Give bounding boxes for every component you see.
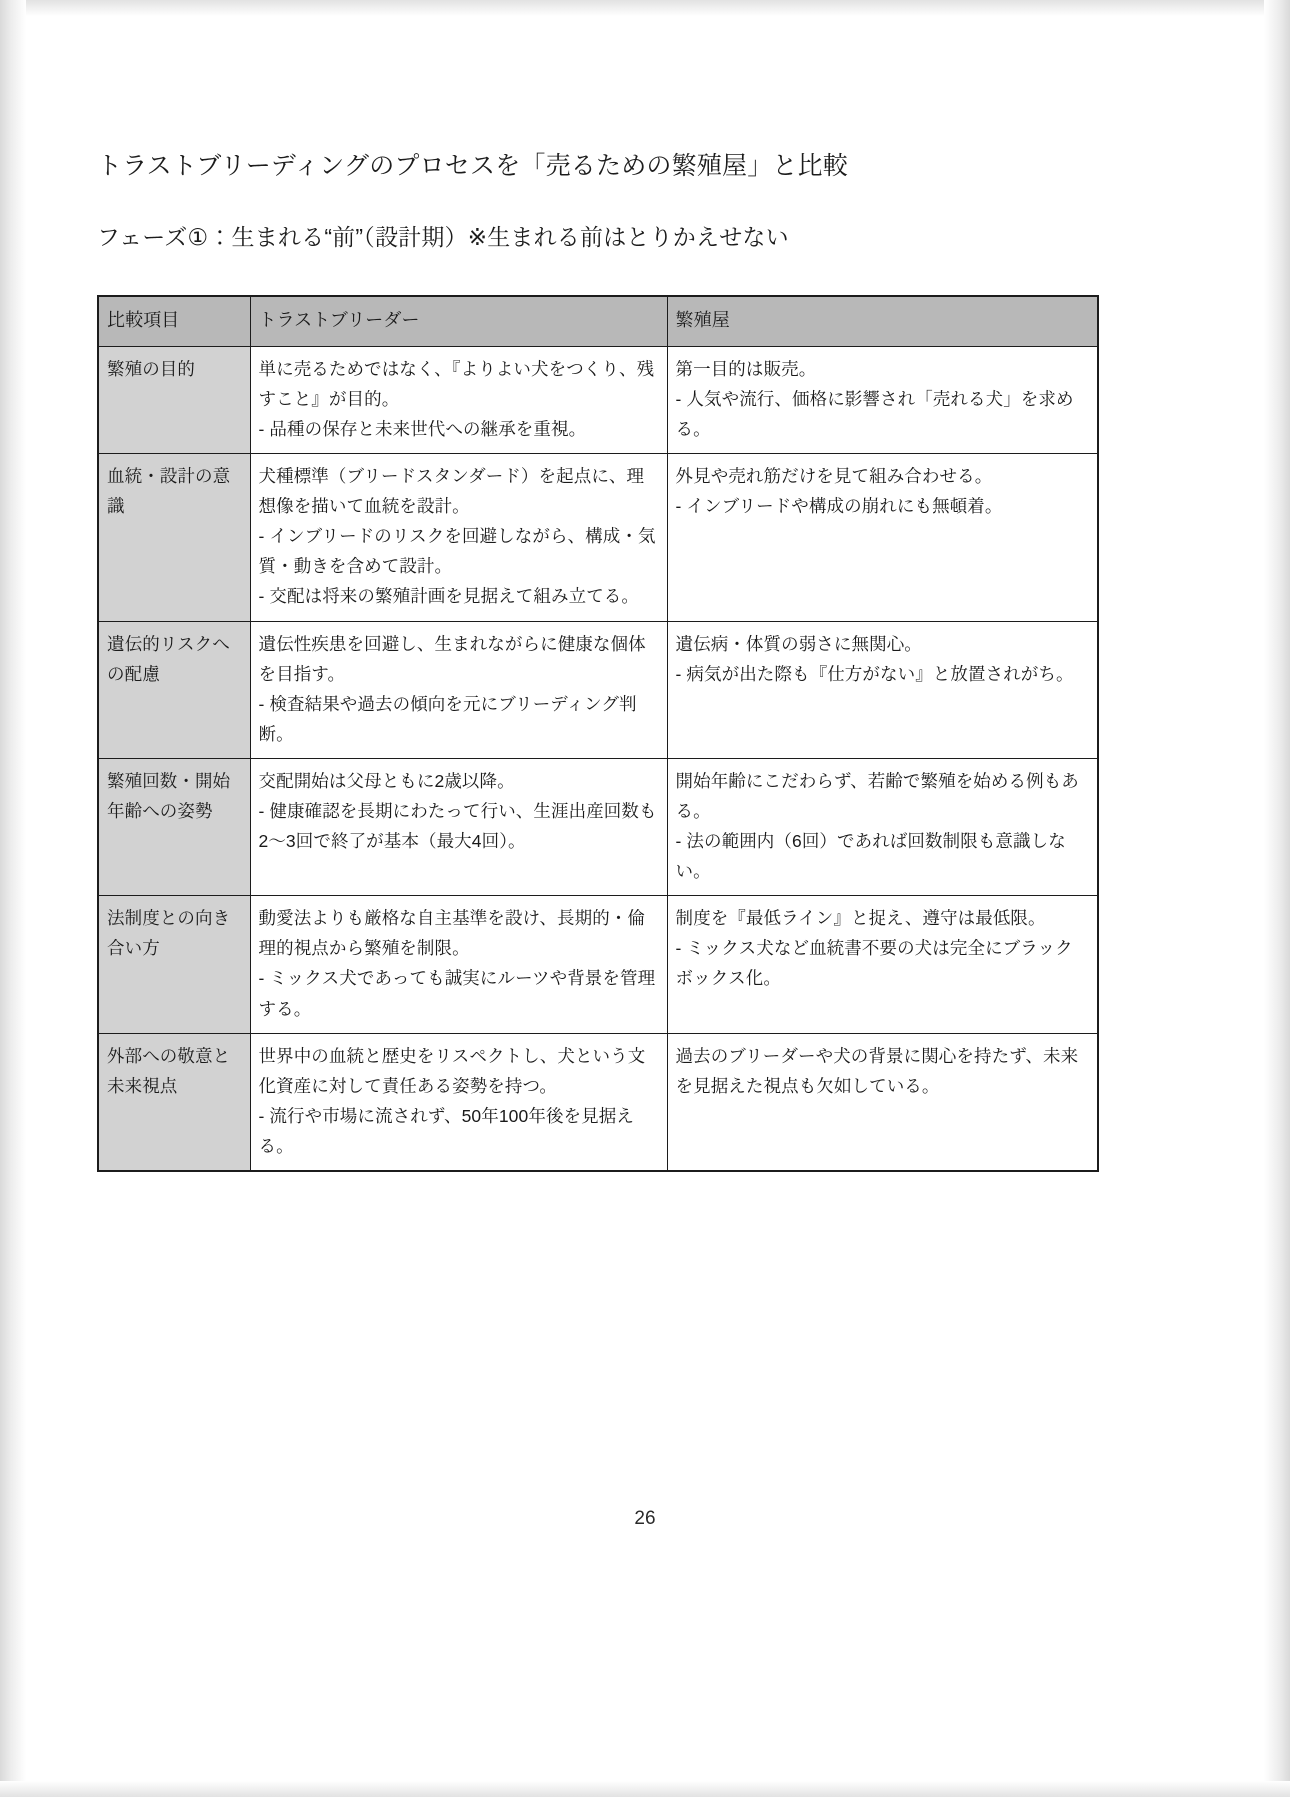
- cell-text-line: - 病気が出た際も『仕方がない』と放置されがち。: [675, 663, 1074, 684]
- cell-trust-breeder: [250, 346, 667, 453]
- table-row: [98, 346, 1098, 453]
- cell-puppy-mill: [667, 346, 1098, 453]
- table-header-row: [98, 296, 1098, 346]
- cell-puppy-mill: [667, 621, 1098, 758]
- cell-trust-breeder: [250, 454, 667, 621]
- cell-text-line: 遺伝性疾患を回避し、生まれながらに健康な個体を目指す。: [258, 633, 646, 684]
- cell-trust-breeder: [250, 1033, 667, 1171]
- comparison-table: [97, 295, 1099, 1172]
- cell-text-line: 犬種標準（ブリードスタンダード）を起点に、理想像を描いて血統を設計。: [258, 466, 645, 517]
- table-row: [98, 454, 1098, 621]
- page-edge-shadow-bottom: [0, 1781, 1290, 1797]
- column-header-item: 比較項目: [98, 296, 250, 346]
- row-label: [98, 896, 250, 1033]
- table-row: [98, 621, 1098, 758]
- cell-text-line: - インブリードのリスクを回避しながら、構成・気質・動きを含めて設計。: [258, 526, 656, 577]
- cell-trust-breeder: [250, 621, 667, 758]
- cell-text-line: 遺伝的リスクへの配慮: [107, 633, 230, 684]
- cell-puppy-mill: [667, 1033, 1098, 1171]
- table-body: [98, 346, 1098, 1171]
- page-number: 26: [634, 1508, 656, 1529]
- cell-text-line: 動愛法よりも厳格な自主基準を設け、長期的・倫理的視点から繁殖を制限。: [258, 908, 645, 959]
- cell-text-line: 遺伝病・体質の弱さに無関心。: [675, 633, 922, 654]
- table-row: [98, 1033, 1098, 1171]
- cell-text-line: 繁殖の目的: [107, 358, 195, 379]
- column-header-trust-breeder: トラストブリーダー: [250, 296, 667, 346]
- table-row: [98, 758, 1098, 895]
- cell-text-line: 過去のブリーダーや犬の背景に関心を持たず、未来を見据えた視点も欠如している。: [675, 1045, 1079, 1096]
- cell-text-line: 交配開始は父母ともに2歳以降。: [258, 770, 515, 791]
- cell-text-line: - 交配は将来の繁殖計画を見据えて組み立てる。: [258, 586, 639, 607]
- cell-text-line: 血統・設計の意識: [107, 466, 231, 517]
- cell-text-line: - 人気や流行、価格に影響され「売れる犬」を求める。: [675, 388, 1074, 439]
- cell-trust-breeder: [250, 758, 667, 895]
- page-title: トラストブリーディングのプロセスを「売るための繁殖屋」と比較: [97, 152, 849, 180]
- cell-text-line: - 品種の保存と未来世代への継承を重視。: [258, 418, 587, 439]
- cell-text-line: 制度を『最低ライン』と捉え、遵守は最低限。: [675, 908, 1046, 929]
- cell-text-line: - 検査結果や過去の傾向を元にブリーディング判断。: [258, 693, 637, 744]
- table-header: [98, 296, 1098, 346]
- page-subtitle: フェーズ①：生まれる“前”（設計期）※生まれる前はとりかえせない: [97, 223, 789, 250]
- row-label: [98, 346, 250, 453]
- cell-trust-breeder: [250, 896, 667, 1033]
- cell-text-line: - インブリードや構成の崩れにも無頓着。: [675, 496, 1003, 517]
- row-label: [98, 621, 250, 758]
- cell-text-line: - ミックス犬であっても誠実にルーツや背景を管理する。: [258, 968, 656, 1019]
- cell-text-line: 外見や売れ筋だけを見て組み合わせる。: [675, 466, 993, 487]
- cell-text-line: 単に売るためではなく、『よりよい犬をつくり、残すこと』が目的。: [258, 358, 655, 409]
- cell-text-line: 法制度との向き合い方: [107, 908, 231, 959]
- cell-text-line: - 法の範囲内（6回）であれば回数制限も意識しない。: [675, 831, 1066, 882]
- cell-text-line: - 健康確認を長期にわたって行い、生涯出産回数も2〜3回で終了が基本（最大4回）。: [258, 800, 657, 852]
- cell-puppy-mill: [667, 896, 1098, 1033]
- page-content: [97, 150, 1097, 1172]
- row-label: [98, 454, 250, 621]
- cell-text-line: 世界中の血統と歴史をリスペクトし、犬という文化資産に対して責任ある姿勢を持つ。: [258, 1045, 646, 1096]
- row-label: [98, 758, 250, 895]
- cell-text-line: 繁殖回数・開始年齢への姿勢: [107, 770, 231, 821]
- cell-text-line: - 流行や市場に流されず、50年100年後を見据える。: [258, 1105, 634, 1156]
- cell-text-line: - ミックス犬など血統書不要の犬は完全にブラックボックス化。: [675, 938, 1073, 989]
- table-row: [98, 896, 1098, 1033]
- row-label: [98, 1033, 250, 1171]
- cell-puppy-mill: [667, 758, 1098, 895]
- page-edge-shadow-top: [0, 0, 1290, 16]
- column-header-puppy-mill: 繁殖屋: [667, 296, 1098, 346]
- cell-text-line: 外部への敬意と未来視点: [107, 1045, 231, 1096]
- cell-text-line: 開始年齢にこだわらず、若齢で繁殖を始める例もある。: [675, 770, 1079, 821]
- cell-puppy-mill: [667, 454, 1098, 621]
- cell-text-line: 第一目的は販売。: [675, 358, 817, 379]
